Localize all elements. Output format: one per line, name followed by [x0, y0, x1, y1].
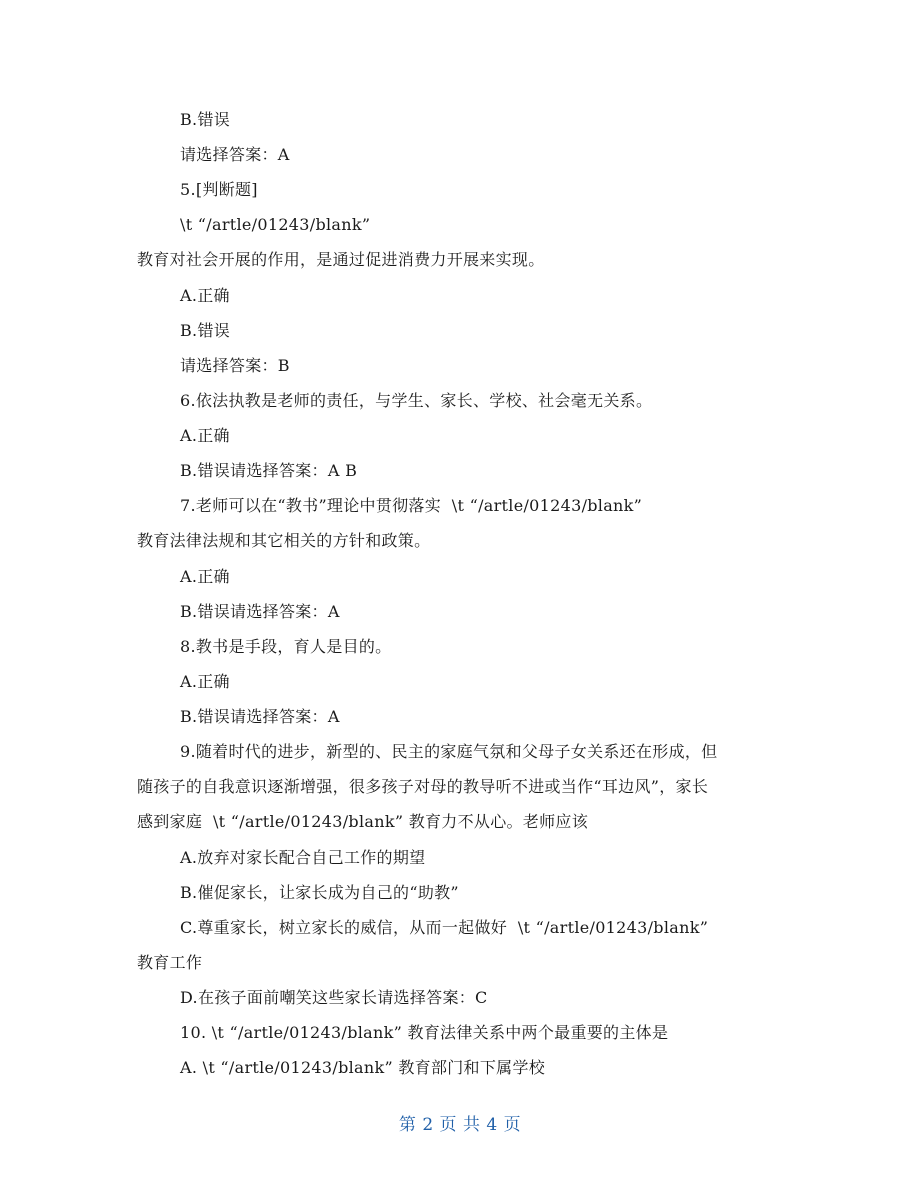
page-footer: 第 2 页 共 4 页 — [398, 1115, 522, 1135]
option-a-q9: A.放弃对家长配合自己工作的期望 — [180, 848, 426, 867]
option-a-q8: A.正确 — [180, 672, 230, 691]
option-c-q9-cont: 教育工作 — [137, 953, 203, 972]
answer-q4: 请选择答案：A — [180, 145, 290, 164]
option-a-q10: A. \t “/artle/01243/blank” 教育部门和下属学校 — [180, 1058, 546, 1077]
question-8-text: 8.教书是手段，育人是目的。 — [180, 637, 392, 656]
question-7-text: 7.老师可以在“教书”理论中贯彻落实 \t “/artle/01243/blank” — [180, 496, 643, 515]
option-b-q9: B.催促家长，让家长成为自己的“助教” — [180, 883, 459, 902]
question-10-text: 10. \t “/artle/01243/blank” 教育法律关系中两个最重要的主体是 — [180, 1023, 669, 1042]
option-b-answer-q8: B.错误请选择答案：A — [180, 707, 340, 726]
question-9-text: 9.随着时代的进步，新型的、民主的家庭气氛和父母子女关系还在形成，但 — [180, 742, 718, 761]
option-b-q5: B.错误 — [180, 321, 231, 340]
option-b-answer-q6: B.错误请选择答案：A B — [180, 461, 358, 480]
hyperlink-residue: \t “/artle/01243/blank” — [180, 215, 371, 234]
option-c-q9: C.尊重家长，树立家长的威信，从而一起做好 \t “/artle/01243/blank” — [180, 918, 709, 937]
question-9-text-cont1: 随孩子的自我意识逐渐增强，很多孩子对母的教导听不进或当作“耳边风”，家长 — [137, 777, 709, 796]
question-6-text: 6.依法执教是老师的责任，与学生、家长、学校、社会毫无关系。 — [180, 391, 653, 410]
option-b-answer-q7: B.错误请选择答案：A — [180, 602, 340, 621]
option-a-q7: A.正确 — [180, 567, 230, 586]
question-5-header: 5.[判断题] — [180, 180, 258, 199]
option-a-q5: A.正确 — [180, 286, 230, 305]
question-7-text-cont: 教育法律法规和其它相关的方针和政策。 — [137, 531, 431, 550]
answer-q5: 请选择答案：B — [180, 356, 290, 375]
question-5-text: 教育对社会开展的作用，是通过促进消费力开展来实现。 — [137, 250, 545, 269]
option-d-answer-q9: D.在孩子面前嘲笑这些家长请选择答案：C — [180, 988, 488, 1007]
question-9-text-cont2: 感到家庭 \t “/artle/01243/blank” 教育力不从心。老师应该 — [137, 812, 588, 831]
option-b-q4: B.错误 — [180, 110, 231, 129]
option-a-q6: A.正确 — [180, 426, 230, 445]
